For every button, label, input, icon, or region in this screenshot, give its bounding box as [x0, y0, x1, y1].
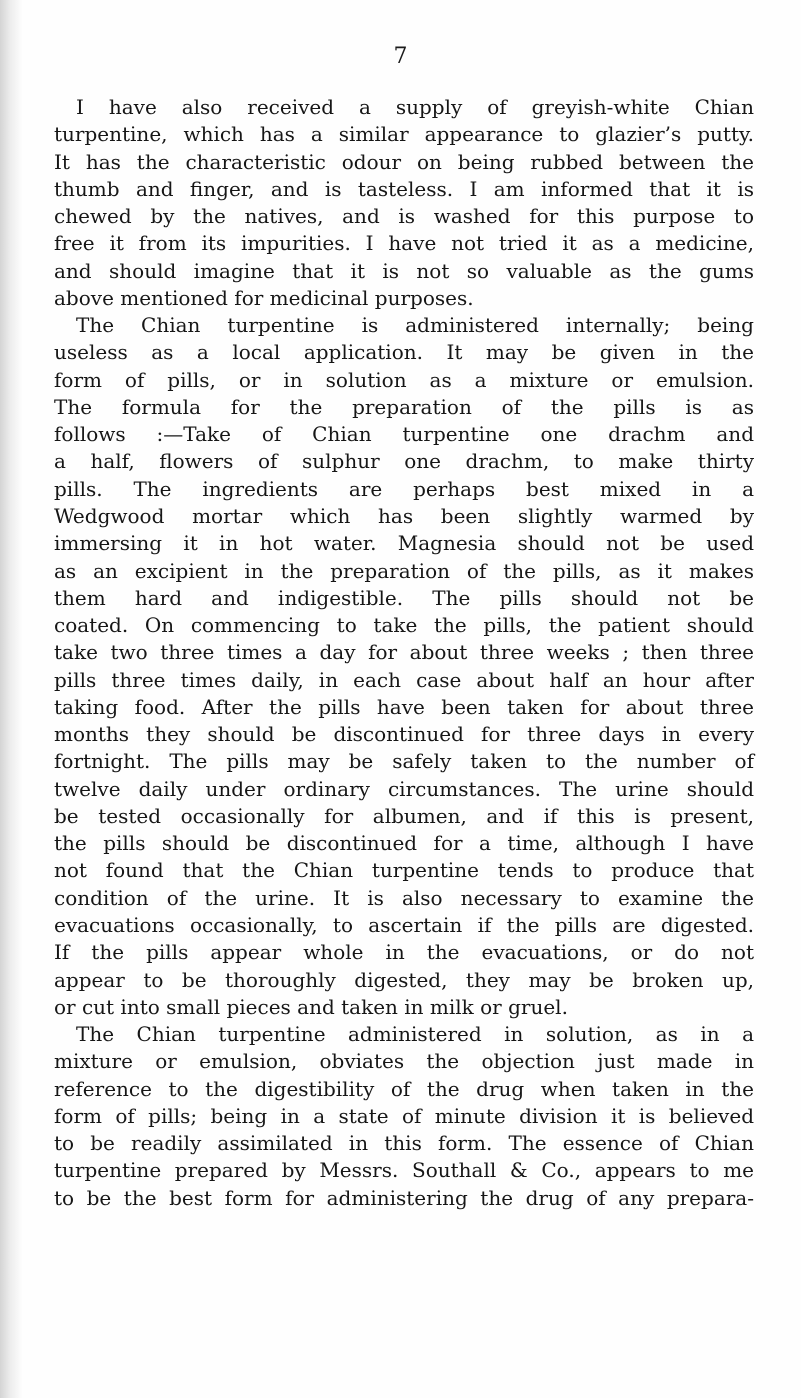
text-line: It has the characteristic odour on being rubbed between the	[54, 149, 754, 174]
text-line: be tested occasionally for albumen, and if this is present,	[54, 803, 754, 828]
text-line: The Chian turpentine is administered internally; being	[76, 313, 754, 338]
text-line: follows :—Take of Chian turpentine one drachm and	[54, 422, 754, 447]
text-line: free it from its impurities. I have not tried it as a medicine,	[54, 231, 754, 256]
text-line: fortnight. The pills may be safely taken to the number of	[54, 749, 754, 774]
text-line: to be the best form for administering the drug of any prepara-	[54, 1185, 754, 1210]
text-line: or cut into small pieces and taken in milk or gruel.	[54, 994, 568, 1019]
text-line: to be readily assimilated in this form. The essence of Chian	[54, 1131, 754, 1156]
text-line: as an excipient in the preparation of the pills, as it makes	[54, 558, 754, 583]
page-number: 7	[393, 44, 408, 69]
text-line: pills three times daily, in each case about half an hour after	[54, 667, 754, 692]
text-line: immersing it in hot water. Magnesia should not be used	[54, 531, 754, 556]
text-line: Wedgwood mortar which has been slightly warmed by	[54, 503, 754, 528]
text-line: not found that the Chian turpentine tends to produce that	[54, 858, 754, 883]
text-line: the pills should be discontinued for a time, although I have	[54, 831, 754, 856]
text-line: turpentine prepared by Messrs. Southall & Co., appears to me	[54, 1158, 754, 1183]
text-line: evacuations occasionally, to ascertain if the pills are digested.	[54, 912, 754, 937]
text-line: months they should be discontinued for three days in every	[54, 722, 754, 747]
text-line: If the pills appear whole in the evacuations, or do not	[54, 940, 754, 965]
text-line: reference to the digestibility of the drug when taken in the	[54, 1076, 754, 1101]
text-line: form of pills; being in a state of minute division it is believed	[54, 1103, 754, 1128]
text-line: take two three times a day for about three weeks ; then three	[54, 640, 754, 665]
text-line: mixture or emulsion, obviates the objection just made in	[54, 1049, 754, 1074]
text-line: twelve daily under ordinary circumstances. The urine should	[54, 776, 754, 801]
text-line: coated. On commencing to take the pills, the patient should	[54, 613, 754, 638]
text-line: chewed by the natives, and is washed for this purpose to	[54, 204, 754, 229]
text-line: taking food. After the pills have been taken for about three	[54, 694, 754, 719]
text-line: them hard and indigestible. The pills should not be	[54, 585, 754, 610]
text-line: above mentioned for medicinal purposes.	[54, 285, 474, 310]
text-line: form of pills, or in solution as a mixture or emulsion.	[54, 367, 754, 392]
page-gutter-shadow	[0, 0, 22, 1398]
text-line: turpentine, which has a similar appearance to glazier’s putty.	[54, 122, 754, 147]
text-line: appear to be thoroughly digested, they may be broken up,	[54, 967, 754, 992]
text-line: useless as a local application. It may be given in the	[54, 340, 754, 365]
text-line: condition of the urine. It is also necessary to examine the	[54, 885, 754, 910]
text-line: thumb and finger, and is tasteless. I am informed that it is	[54, 176, 754, 201]
text-line: a half, flowers of sulphur one drachm, to make thirty	[54, 449, 754, 474]
text-line: The Chian turpentine administered in solution, as in a	[76, 1022, 754, 1047]
text-line: pills. The ingredients are perhaps best mixed in a	[54, 476, 754, 501]
text-line: The formula for the preparation of the pills is as	[54, 394, 754, 419]
text-line: and should imagine that it is not so valuable as the gums	[54, 258, 754, 283]
body-text	[54, 94, 754, 1212]
text-line: I have also received a supply of greyish-white Chian	[76, 95, 754, 119]
